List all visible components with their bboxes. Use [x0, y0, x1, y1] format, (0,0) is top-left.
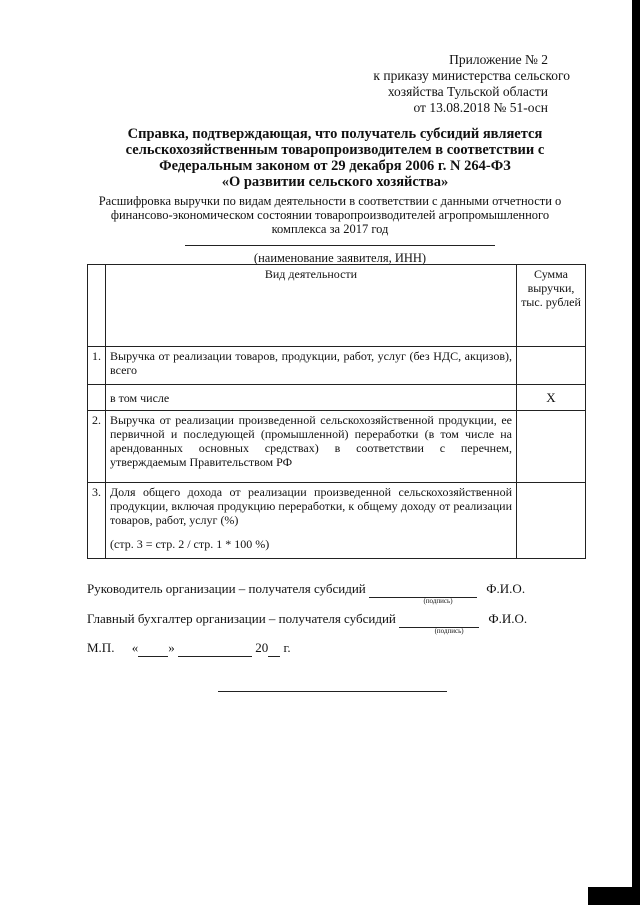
accountant-signature-line [87, 611, 528, 635]
header-num-cell [88, 265, 106, 347]
title-line-3: Федеральным законом от 29 декабря 2006 г. N 264-ФЗ [159, 158, 511, 174]
date-year-suffix: г. [283, 640, 291, 655]
row-formula: (стр. 3 = стр. 2 / стр. 1 * 100 %) [110, 537, 270, 551]
appendix-ministry: хозяйства Тульской области [387, 84, 548, 99]
title-line-1: Справка, подтверждающая, что получатель субсидий является [127, 126, 543, 142]
revenue-table [87, 264, 586, 559]
row-sum-cell[interactable] [517, 411, 586, 483]
row-sum-cell[interactable] [517, 347, 586, 385]
head-signature-line [87, 581, 526, 605]
row-activity: Выручка от реализации произведенной сельскохозяйственной продукции, ее первичной и последующей (промышленной) переработки (в том числе на арендованных основных средствах) в соответствии с перечнем, утверждаемым Правительством РФ [106, 411, 517, 483]
row-number [88, 385, 106, 411]
table-row [88, 483, 586, 559]
document-title [70, 126, 600, 190]
row-sum-cell[interactable] [517, 483, 586, 559]
accountant-label: Главный бухгалтер организации – получателя субсидий [87, 611, 396, 626]
header-sum: Сумма выручки, тыс. рублей [517, 265, 586, 347]
date-year-prefix: 20 [255, 640, 269, 655]
date-stamp-line [87, 640, 291, 657]
subtitle-line-2: финансово-экономическом состоянии товаропроизводителей агропромышленного [110, 208, 550, 222]
head-label: Руководитель организации – получателя субсидий [87, 581, 366, 596]
row-number: 2. [88, 411, 106, 483]
stamp-label: М.П. [87, 640, 115, 655]
appendix-number: Приложение № 2 [449, 52, 548, 67]
applicant-caption: (наименование заявителя, ИНН) [253, 251, 427, 265]
appendix-order: к приказу министерства сельского [373, 68, 570, 83]
accountant-fio: Ф.И.О. [488, 611, 528, 626]
date-month-field[interactable] [178, 640, 252, 657]
date-year-field[interactable] [268, 640, 280, 657]
table-row [88, 347, 586, 385]
document-subtitle [80, 194, 580, 236]
row-sum-cell: X [517, 385, 586, 411]
scan-edge-right [632, 0, 640, 905]
row-activity-cell [106, 483, 517, 559]
header-activity: Вид деятельности [106, 265, 517, 347]
table-row [88, 411, 586, 483]
row-number: 1. [88, 347, 106, 385]
appendix-date: от 13.08.2018 № 51-осн [413, 100, 548, 115]
bottom-rule [218, 691, 447, 692]
head-signature-caption: (подпись) [423, 597, 453, 605]
accountant-signature-caption: (подпись) [434, 627, 464, 635]
row-number: 3. [88, 483, 106, 559]
head-signature-field[interactable] [369, 581, 477, 605]
row-activity: в том числе [106, 385, 517, 411]
title-line-4: «О развитии сельского хозяйства» [221, 174, 449, 190]
date-open-quote: « [131, 640, 139, 655]
accountant-signature-field[interactable] [399, 611, 479, 635]
table-row [88, 385, 586, 411]
subtitle-line-1: Расшифровка выручки по видам деятельности в соответствии с данными отчетности о [98, 194, 562, 208]
row-activity: Выручка от реализации товаров, продукции, работ, услуг (без НДС, акцизов), всего [106, 347, 517, 385]
subtitle-line-3: комплекса за 2017 год [271, 222, 389, 236]
title-line-2: сельскохозяйственным товаропроизводителем в соответствии с [125, 142, 545, 158]
date-close-quote: » [168, 640, 175, 655]
applicant-name-line[interactable] [185, 245, 495, 246]
date-day-field[interactable] [138, 640, 168, 657]
head-fio: Ф.И.О. [486, 581, 526, 596]
table-header-row [88, 265, 586, 347]
appendix-header [330, 52, 570, 116]
row-activity: Доля общего дохода от реализации произведенной сельскохозяйственной продукции, включая продукцию переработки, к общему доходу от реализации товаров, работ, услуг (%) [110, 485, 512, 527]
scan-edge-bottom [588, 887, 640, 905]
